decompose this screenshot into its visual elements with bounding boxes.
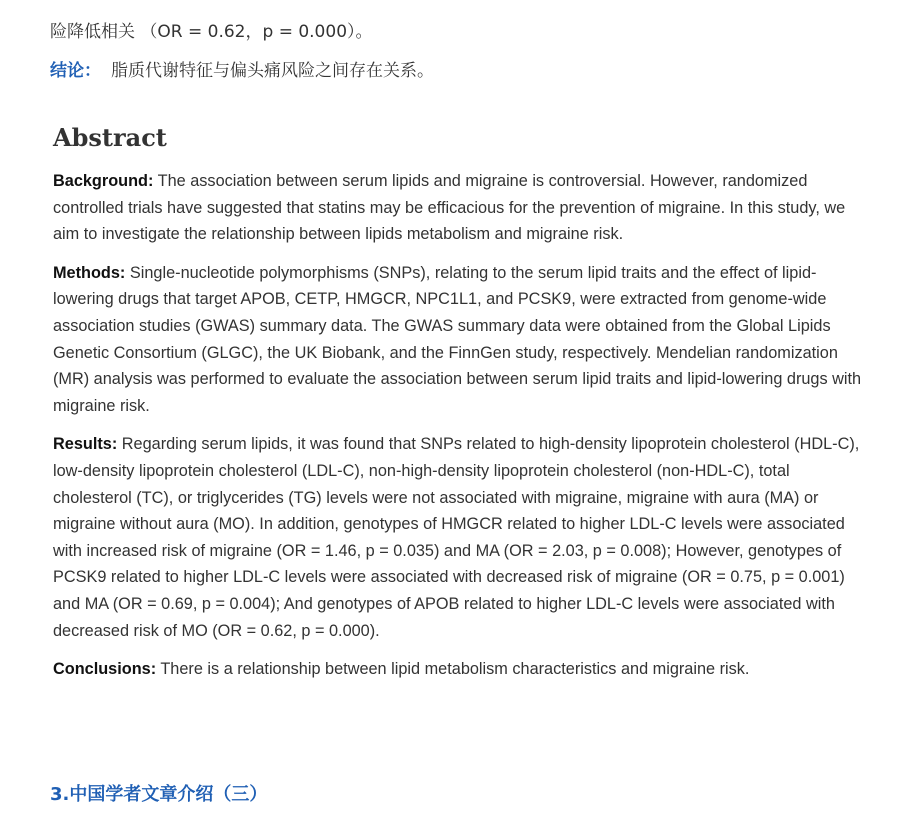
chinese-conclusion <box>50 59 434 83</box>
abstract-conclusions <box>53 656 863 683</box>
results-label: Results: <box>53 435 118 454</box>
abstract-background <box>53 168 863 248</box>
abstract-results <box>53 431 863 644</box>
chinese-conclusion-text: 脂质代谢特征与偏头痛风险之间存在关系。 <box>111 61 434 81</box>
methods-label: Methods: <box>53 263 126 282</box>
background-label: Background: <box>53 172 154 190</box>
conclusions-label: Conclusions: <box>53 660 157 679</box>
abstract-heading: Abstract <box>53 123 167 152</box>
abstract-methods <box>53 260 863 420</box>
background-text: The association between serum lipids and migraine is controversial. However, randomized controlled trials have suggested that statins may be efficacious for the prevention of migraine. In this study, we aim to investigate the relationship between lipids metabolism and migraine risk. <box>53 172 846 244</box>
chinese-result-line: 险降低相关 （OR = 0.62，p = 0.000）。 <box>50 22 373 42</box>
results-text: Regarding serum lipids, it was found that SNPs related to high-density lipoprotein cholesterol (HDL-C), low-density lipoprotein cholesterol (LDL-C), non-high-density lipoprotein cholesterol (non-HDL-C), total cholesterol (TC), or triglycerides (TG) levels were not associated with migraine, migraine with aura (MA) or migraine without aura (MO). In addition, genotypes of HMGCR related to higher LDL-C levels were associated with increased risk of migraine (OR = 1.46, p = 0.035) and MA (OR = 2.03, p = 0.008); However, genotypes of PCSK9 related to higher LDL-C levels were associated with decreased risk of migraine (OR = 0.75, p = 0.001) and MA (OR = 0.69, p = 0.004); And genotypes of APOB related to higher LDL-C levels were associated with decreased risk of MO (OR = 0.62, p = 0.000). <box>53 435 860 640</box>
conclusions-text: There is a relationship between lipid metabolism characteristics and migraine risk. <box>156 660 750 679</box>
chinese-conclusion-label: 结论： <box>50 61 101 81</box>
methods-text: Single-nucleotide polymorphisms (SNPs), relating to the serum lipid traits and the effect of lipid-lowering drugs that target APOB, CETP, HMGCR, NPC1L1, and PCSK9, were extracted from genome-wide association studies (GWAS) summary data. The GWAS summary data were obtained from the Global Lipids Genetic Consortium (GLGC), the UK Biobank, and the FinnGen study, respectively. Mendelian randomization (MR) analysis was performed to evaluate the association between serum lipid traits and lipid-lowering drugs with migraine risk. <box>53 263 862 415</box>
abstract-section <box>53 122 863 695</box>
section-heading-3: 3.中国学者文章介绍（三） <box>50 784 268 805</box>
